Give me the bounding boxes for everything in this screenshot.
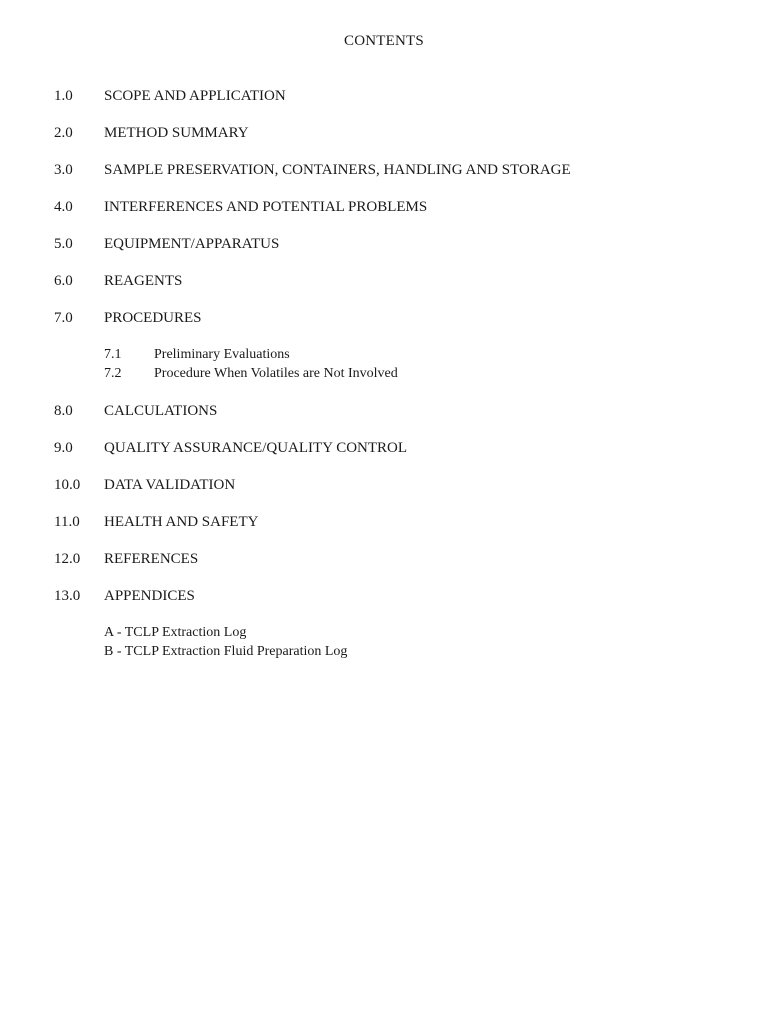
toc-entry-number: 10.0 <box>54 477 81 493</box>
toc-entry-number: 8.0 <box>54 403 73 419</box>
toc-entry-number: 1.0 <box>54 88 73 104</box>
toc-entry-calculations <box>54 402 734 420</box>
toc-subentry-volatiles-not-involved <box>104 364 734 383</box>
toc-entry-number: 5.0 <box>54 236 73 252</box>
appendix-item-fluid-preparation-log: B - TCLP Extraction Fluid Preparation Log <box>104 644 348 659</box>
toc-entry-equipment <box>54 235 734 253</box>
toc-subentry-label: Procedure When Volatiles are Not Involved <box>154 366 398 381</box>
toc-entry-number: 13.0 <box>54 588 81 604</box>
toc-entry-label: SCOPE AND APPLICATION <box>104 88 286 104</box>
toc-entry-appendices <box>54 587 734 605</box>
toc-entry-sample-preservation <box>54 161 734 179</box>
toc-entry-label: CALCULATIONS <box>104 403 218 419</box>
toc-entry-reagents <box>54 272 734 290</box>
toc-subentry-number: 7.2 <box>104 366 122 381</box>
appendix-item-extraction-log: A - TCLP Extraction Log <box>104 625 247 640</box>
toc-entry-number: 3.0 <box>54 162 73 178</box>
toc-entry-number: 2.0 <box>54 125 73 141</box>
appendices-list <box>54 623 734 661</box>
toc-entry-scope <box>54 87 734 105</box>
toc-entry-number: 9.0 <box>54 440 73 456</box>
toc-entry-label: EQUIPMENT/APPARATUS <box>104 236 280 252</box>
toc-subentry-preliminary-evaluations <box>104 345 734 364</box>
toc-entry-label: PROCEDURES <box>104 310 202 326</box>
toc-entry-number: 4.0 <box>54 199 73 215</box>
toc-entry-number: 11.0 <box>54 514 80 530</box>
toc-entry-number: 12.0 <box>54 551 81 567</box>
toc-entry-data-validation <box>54 476 734 494</box>
table-of-contents <box>54 87 734 680</box>
page-title: CONTENTS <box>344 33 424 49</box>
toc-entry-qa-qc <box>54 439 734 457</box>
toc-entry-references <box>54 550 734 568</box>
toc-entry-label: DATA VALIDATION <box>104 477 236 493</box>
toc-entry-health-safety <box>54 513 734 531</box>
procedures-subsection-list <box>54 345 734 383</box>
toc-entry-method-summary <box>54 124 734 142</box>
toc-entry-label: QUALITY ASSURANCE/QUALITY CONTROL <box>104 440 408 456</box>
toc-entry-number: 7.0 <box>54 310 73 326</box>
toc-entry-procedures <box>54 309 734 327</box>
toc-entry-label: APPENDICES <box>104 588 195 604</box>
toc-entry-interferences <box>54 198 734 216</box>
toc-entry-label: REFERENCES <box>104 551 199 567</box>
toc-entry-label: METHOD SUMMARY <box>104 125 249 141</box>
toc-subentry-label: Preliminary Evaluations <box>154 347 290 362</box>
toc-entry-label: INTERFERENCES AND POTENTIAL PROBLEMS <box>104 199 428 215</box>
toc-entry-label: HEALTH AND SAFETY <box>104 514 259 530</box>
toc-entry-label: SAMPLE PRESERVATION, CONTAINERS, HANDLING AND STORAGE <box>104 162 571 178</box>
toc-subentry-number: 7.1 <box>104 347 122 362</box>
toc-entry-label: REAGENTS <box>104 273 183 289</box>
toc-entry-number: 6.0 <box>54 273 73 289</box>
